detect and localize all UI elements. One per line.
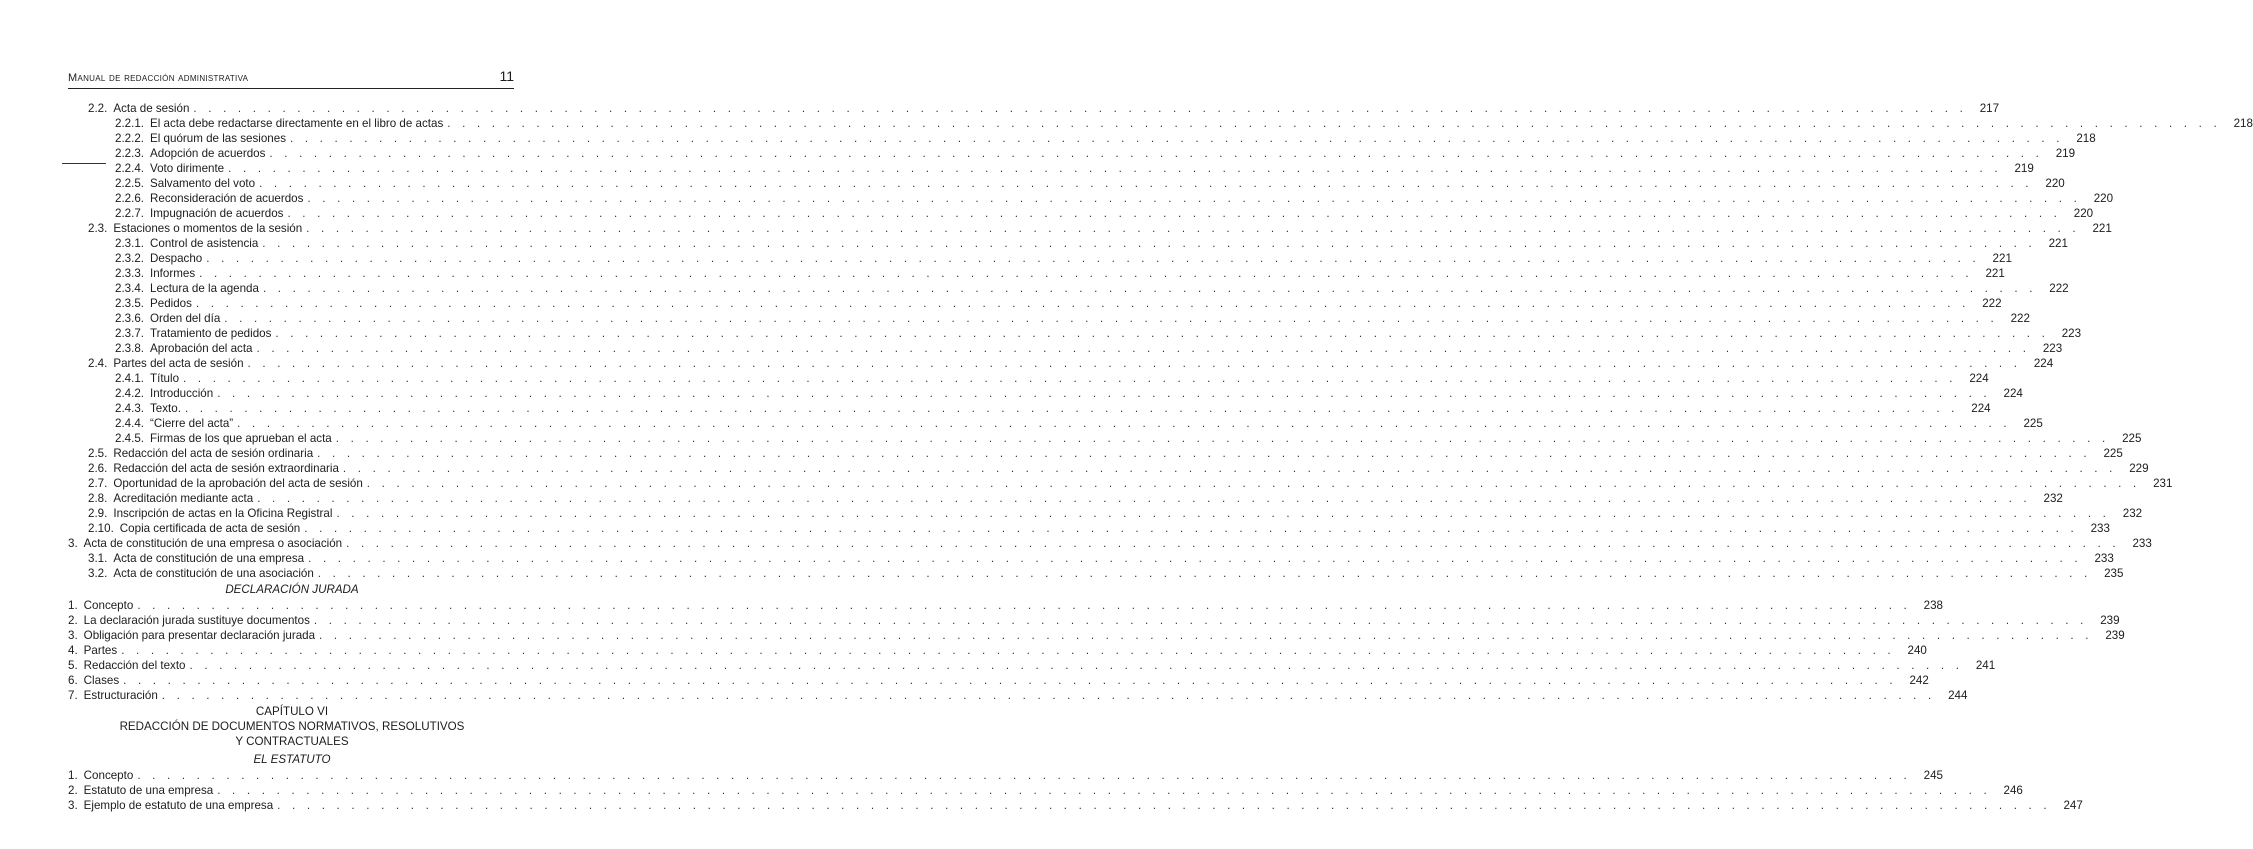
toc-entry-title: Acta de constitución de una empresa	[113, 552, 305, 565]
toc-entry-number: 1.	[68, 599, 78, 612]
toc-entry-number: 3.	[68, 629, 78, 642]
toc-entry	[68, 688, 1968, 703]
dot-leader: . . . . . . . . . . . . . . . . . . . . . . . . . . . . . . . . . . . . . . . . . . . . . . . . . . . . . . . . . . . . . . . . . . . . . . . . . . . . . . . . . . . . . . . . . . . . . . . . . . . . . . . . . . . . . . . . . . . . . . . .	[247, 357, 2022, 370]
toc-entry	[115, 326, 2082, 341]
toc-entry-number: 3.2.	[88, 567, 108, 580]
toc-entry	[115, 281, 2069, 296]
toc-entry-page: 238	[1923, 599, 1943, 612]
toc-entry	[115, 371, 1989, 386]
dot-leader: . . . . . . . . . . . . . . . . . . . . . . . . . . . . . . . . . . . . . . . . . . . . . . . . . . . . . . . . . . . . . . . . . . . . . . . . . . . . . . . . . . . . . . . . . . . . . . . . . . . . . . . . . . . . . . . . . . . . . . . .	[206, 252, 1980, 265]
toc-entry	[88, 491, 2063, 506]
toc-entry-title: Despacho	[150, 252, 203, 265]
dot-leader: . . . . . . . . . . . . . . . . . . . . . . . . . . . . . . . . . . . . . . . . . . . . . . . . . . . . . . . . . . . . . . . . . . . . . . . . . . . . . . . . . . . . . . . . . . . . . . . . . . . . . . . . . . . . . . . . . . . . . . . .	[335, 432, 2110, 445]
toc-entry-number: 2.2.3.	[115, 147, 145, 160]
toc-entry-number: 2.4.4.	[115, 417, 145, 430]
toc-entry-page: 224	[1969, 372, 1989, 385]
toc-entry-number: 2.2.6.	[115, 192, 145, 205]
toc-entry-number: 2.2.5.	[115, 177, 145, 190]
dot-leader: . . . . . . . . . . . . . . . . . . . . . . . . . . . . . . . . . . . . . . . . . . . . . . . . . . . . . . . . . . . . . . . . . . . . . . . . . . . . . . . . . . . . . . . . . . . . . . . . . . . . . . . . . . . . . . . . . . . . . . . .	[269, 147, 2044, 160]
dot-leader: . . . . . . . . . . . . . . . . . . . . . . . . . . . . . . . . . . . . . . . . . . . . . . . . . . . . . . . . . . . . . . . . . . . . . . . . . . . . . . . . . . . . . . . . . . . . . . . . . . . . . . . . . . . . . . . . . . . . . . . .	[275, 327, 2050, 340]
dot-leader: . . . . . . . . . . . . . . . . . . . . . . . . . . . . . . . . . . . . . . . . . . . . . . . . . . . . . . . . . . . . . . . . . . . . . . . . . . . . . . . . . . . . . . . . . . . . . . . . . . . . . . . . . . . . . . . . . . . . . . . .	[342, 462, 2117, 475]
dot-leader: . . . . . . . . . . . . . . . . . . . . . . . . . . . . . . . . . . . . . . . . . . . . . . . . . . . . . . . . . . . . . . . . . . . . . . . . . . . . . . . . . . . . . . . . . . . . . . . . . . . . . . . . . . . . . . . . . . . . . . . .	[137, 769, 1911, 782]
toc-entry-page: 223	[2061, 327, 2082, 340]
toc-entry-number: 2.4.3.	[115, 402, 145, 415]
section-heading: REDACCIÓN DE DOCUMENTOS NORMATIVOS, RESOLUTIVOS	[119, 720, 465, 733]
toc-entry-page: 221	[2048, 237, 2068, 250]
toc-entry	[68, 643, 1927, 658]
toc-entry-title: Acta de constitución de una asociación	[113, 567, 314, 580]
toc-entry-number: 2.	[68, 784, 78, 797]
toc-entry-page: 242	[1909, 674, 1929, 687]
toc-entry-number: 2.3.1.	[115, 237, 145, 250]
toc-entry-title: Voto dirimente	[150, 162, 225, 175]
toc-entry-number: 2.4.	[88, 357, 108, 370]
toc-entry-title: Pedidos	[150, 297, 192, 310]
toc-entry-number: 2.7.	[88, 477, 108, 490]
toc-entry-number: 2.8.	[88, 492, 108, 505]
dot-leader: . . . . . . . . . . . . . . . . . . . . . . . . . . . . . . . . . . . . . . . . . . . . . . . . . . . . . . . . . . . . . . . . . . . . . . . . . . . . . . . . . . . . . . . . . . . . . . . . . . . . . . . . . . . . . . . . . . . . . . . .	[184, 402, 1959, 415]
toc-entry-number: 2.9.	[88, 507, 108, 520]
toc-entry-title: Copia certificada de acta de sesión	[119, 522, 301, 535]
dot-leader: . . . . . . . . . . . . . . . . . . . . . . . . . . . . . . . . . . . . . . . . . . . . . . . . . . . . . . . . . . . . . . . . . . . . . . . . . . . . . . . . . . . . . . . . . . . . . . . . . . . . . . . . . . . . . . . . . . . . . . . .	[256, 342, 2031, 355]
section-heading: EL ESTATUTO	[253, 753, 331, 766]
toc-entry-page: 218	[2233, 117, 2253, 130]
toc-entry-page: 232	[2122, 507, 2143, 520]
toc-entry-number: 6.	[68, 674, 78, 687]
toc-entry-number: 4.	[68, 644, 78, 657]
toc-entry-title: Reconsideración de acuerdos	[150, 192, 304, 205]
dot-leader: . . . . . . . . . . . . . . . . . . . . . . . . . . . . . . . . . . . . . . . . . . . . . . . . . . . . . . . . . . . . . . . . . . . . . . . . . . . . . . . . . . . . . . . . . . . . . . . . . . . . . . . . . . . . . . . . . . . . . . . .	[336, 507, 2111, 520]
toc-entry-title: Obligación para presentar declaración jurada	[83, 629, 316, 642]
toc-entry	[115, 236, 2068, 251]
toc-entry-page: 224	[2033, 357, 2054, 370]
toc-entry-number: 2.3.8.	[115, 342, 145, 355]
toc-entry-title: Estaciones o momentos de la sesión	[113, 222, 303, 235]
toc-entry-page: 220	[2093, 192, 2114, 205]
toc-entry-page: 235	[2104, 567, 2124, 580]
toc-entry-page: 229	[2129, 462, 2149, 475]
toc-entry-page: 239	[2105, 629, 2125, 642]
toc-entry-number: 2.2.7.	[115, 207, 145, 220]
toc-entry-title: Partes	[83, 644, 118, 657]
toc-entry-title: Concepto	[83, 599, 134, 612]
section-heading: Y CONTRACTUALES	[235, 735, 349, 748]
toc-entry	[115, 176, 2065, 191]
toc-entry-title: Firmas de los que aprueban el acta	[150, 432, 332, 445]
dot-leader: . . . . . . . . . . . . . . . . . . . . . . . . . . . . . . . . . . . . . . . . . . . . . . . . . . . . . . . . . . . . . . . . . . . . . . . . . . . . . . . . . . . . . . . . . . . . . . . . . . . . . . . . . . . . . . . . . . . . . . . .	[224, 312, 1998, 325]
section-heading: DECLARACIÓN JURADA	[225, 583, 359, 596]
dot-leader: . . . . . . . . . . . . . . . . . . . . . . . . . . . . . . . . . . . . . . . . . . . . . . . . . . . . . . . . . . . . . . . . . . . . . . . . . . . . . . . . . . . . . . . . . . . . . . . . . . . . . . . . . . . . . . . . . . . . . . . .	[306, 222, 2080, 235]
running-title: Manual de redacción administrativa	[68, 72, 249, 84]
dot-leader: . . . . . . . . . . . . . . . . . . . . . . . . . . . . . . . . . . . . . . . . . . . . . . . . . . . . . . . . . . . . . . . . . . . . . . . . . . . . . . . . . . . . . . . . . . . . . . . . . . . . . . . . . . . . . . . . . . . . . . . .	[287, 207, 2062, 220]
toc-entry-title: Adopción de acuerdos	[150, 147, 266, 160]
toc-entry-page: 218	[2076, 132, 2096, 145]
dot-leader: . . . . . . . . . . . . . . . . . . . . . . . . . . . . . . . . . . . . . . . . . . . . . . . . . . . . . . . . . . . . . . . . . . . . . . . . . . . . . . . . . . . . . . . . . . . . . . . . . . . . . . . . . . . . . . . . . . . . . . . .	[346, 537, 2120, 550]
toc-entry-page: 246	[2003, 784, 2023, 797]
toc-entry-title: Partes del acta de sesión	[113, 357, 244, 370]
toc-entry-title: Informes	[150, 267, 196, 280]
toc-entry-page: 247	[2063, 799, 2083, 812]
dot-leader: . . . . . . . . . . . . . . . . . . . . . . . . . . . . . . . . . . . . . . . . . . . . . . . . . . . . . . . . . . . . . . . . . . . . . . . . . . . . . . . . . . . . . . . . . . . . . . . . . . . . . . . . . . . . . . . . . . . . . . . .	[277, 799, 2051, 812]
toc-entry-title: Concepto	[83, 769, 134, 782]
toc-entry-page: 233	[2132, 537, 2152, 550]
toc-entry-page: 222	[1982, 297, 2002, 310]
toc-entry-number: 2.5.	[88, 447, 108, 460]
toc-entry-title: “Cierre del acta”	[150, 417, 234, 430]
toc-entry-number: 2.3.7.	[115, 327, 145, 340]
dot-leader: . . . . . . . . . . . . . . . . . . . . . . . . . . . . . . . . . . . . . . . . . . . . . . . . . . . . . . . . . . . . . . . . . . . . . . . . . . . . . . . . . . . . . . . . . . . . . . . . . . . . . . . . . . . . . . . . . . . . . . . .	[262, 237, 2036, 250]
toc-entry-page: 224	[2003, 387, 2023, 400]
dot-leader: . . . . . . . . . . . . . . . . . . . . . . . . . . . . . . . . . . . . . . . . . . . . . . . . . . . . . . . . . . . . . . . . . . . . . . . . . . . . . . . . . . . . . . . . . . . . . . . . . . . . . . . . . . . . . . . . . . . . . . . .	[307, 192, 2082, 205]
dot-leader: . . . . . . . . . . . . . . . . . . . . . . . . . . . . . . . . . . . . . . . . . . . . . . . . . . . . . . . . . . . . . . . . . . . . . . . . . . . . . . . . . . . . . . . . . . . . . . . . . . . . . . . . . . . . . . . . . . . . . . . .	[217, 784, 1991, 797]
dot-leader: . . . . . . . . . . . . . . . . . . . . . . . . . . . . . . . . . . . . . . . . . . . . . . . . . . . . . . . . . . . . . . . . . . . . . . . . . . . . . . . . . . . . . . . . . . . . . . . . . . . . . . . . . . . . . . . . . . . . . . . .	[257, 492, 2031, 505]
toc-entry-title: Redacción del acta de sesión extraordinaria	[113, 462, 339, 475]
toc-entry-number: 2.	[68, 614, 78, 627]
dot-leader: . . . . . . . . . . . . . . . . . . . . . . . . . . . . . . . . . . . . . . . . . . . . . . . . . . . . . . . . . . . . . . . . . . . . . . . . . . . . . . . . . . . . . . . . . . . . . . . . . . . . . . . . . . . . . . . . . . . . . . . .	[199, 267, 1973, 280]
dot-leader: . . . . . . . . . . . . . . . . . . . . . . . . . . . . . . . . . . . . . . . . . . . . . . . . . . . . . . . . . . . . . . . . . . . . . . . . . . . . . . . . . . . . . . . . . . . . . . . . . . . . . . . . . . . . . . . . . . . . . . . .	[317, 447, 2091, 460]
toc-entry	[115, 206, 2094, 221]
toc-entry-number: 2.6.	[88, 462, 108, 475]
page-header	[68, 68, 514, 89]
toc-entry-title: El acta debe redactarse directamente en el libro de actas	[150, 117, 444, 130]
dot-leader: . . . . . . . . . . . . . . . . . . . . . . . . . . . . . . . . . . . . . . . . . . . . . . . . . . . . . . . . . . . . . . . . . . . . . . . . . . . . . . . . . . . . . . . . . . . . . . . . . . . . . . . . . . . . . . . . . . . . . . . .	[262, 282, 2037, 295]
toc-entry-page: 217	[1979, 102, 2000, 115]
toc-entry	[115, 296, 2002, 311]
toc-entry-number: 3.	[68, 799, 78, 812]
toc-entry	[115, 131, 2096, 146]
toc-entry	[88, 476, 2173, 491]
toc-entry-number: 3.1.	[88, 552, 108, 565]
toc-entry-page: 220	[2045, 177, 2065, 190]
toc-entry-title: Acta de constitución de una empresa o asociación	[83, 537, 343, 550]
toc-entry-number: 2.3.3.	[115, 267, 145, 280]
toc-entry	[115, 251, 2012, 266]
toc-entry-title: Oportunidad de la aprobación del acta de sesión	[113, 477, 363, 490]
toc-entry-title: Acreditación mediante acta	[113, 492, 254, 505]
toc-entry-number: 2.2.	[88, 102, 108, 115]
section-heading: CAPÍTULO VI	[255, 705, 329, 718]
toc-entry	[68, 598, 1943, 613]
toc-entry-number: 2.3.6.	[115, 312, 145, 325]
toc-entry-page: 221	[1992, 252, 2012, 265]
toc-entry	[88, 221, 2112, 236]
dot-leader: . . . . . . . . . . . . . . . . . . . . . . . . . . . . . . . . . . . . . . . . . . . . . . . . . . . . . . . . . . . . . . . . . . . . . . . . . . . . . . . . . . . . . . . . . . . . . . . . . . . . . . . . . . . . . . . . . . . . . . . .	[237, 417, 2011, 430]
toc-entry	[68, 768, 1943, 783]
toc-entry-title: Salvamento del voto	[150, 177, 256, 190]
toc-entry	[115, 431, 2142, 446]
dot-leader: . . . . . . . . . . . . . . . . . . . . . . . . . . . . . . . . . . . . . . . . . . . . . . . . . . . . . . . . . . . . . . . . . . . . . . . . . . . . . . . . . . . . . . . . . . . . . . . . . . . . . . . . . . . . . . . . . . . . . . . .	[228, 162, 2002, 175]
toc-entry-title: Estatuto de una empresa	[83, 784, 214, 797]
toc-entry-number: 2.2.1.	[115, 117, 145, 130]
toc-entry-title: Tratamiento de pedidos	[150, 327, 272, 340]
toc-entry-number: 5.	[68, 659, 78, 672]
toc-entry-number: 1.	[68, 769, 78, 782]
toc-entry	[115, 191, 2114, 206]
toc-entry	[68, 628, 2125, 643]
dot-leader: . . . . . . . . . . . . . . . . . . . . . . . . . . . . . . . . . . . . . . . . . . . . . . . . . . . . . . . . . . . . . . . . . . . . . . . . . . . . . . . . . . . . . . . . . . . . . . . . . . . . . . . . . . . . . . . . . . . . . . . .	[366, 477, 2141, 490]
toc-entry-number: 2.4.1.	[115, 372, 145, 385]
toc-entry-number: 2.3.	[88, 222, 108, 235]
toc-entry	[88, 461, 2149, 476]
toc-entry-title: Redacción del texto	[83, 659, 186, 672]
dot-leader: . . . . . . . . . . . . . . . . . . . . . . . . . . . . . . . . . . . . . . . . . . . . . . . . . . . . . . . . . . . . . . . . . . . . . . . . . . . . . . . . . . . . . . . . . . . . . . . . . . . . . . . . . . . . . . . . . . . . . . . .	[290, 132, 2064, 145]
dot-leader: . . . . . . . . . . . . . . . . . . . . . . . . . . . . . . . . . . . . . . . . . . . . . . . . . . . . . . . . . . . . . . . . . . . . . . . . . . . . . . . . . . . . . . . . . . . . . . . . . . . . . . . . . . . . . . . . . . . . . . . .	[447, 117, 2221, 130]
toc-entry-page: 239	[2100, 614, 2120, 627]
toc-entry	[115, 146, 2076, 161]
toc-entry-page: 245	[1923, 769, 1943, 782]
toc-entry-page: 231	[2153, 477, 2173, 490]
toc-entry-title: Aprobación del acta	[150, 342, 253, 355]
toc-entry-title: Inscripción de actas en la Oficina Registral	[113, 507, 333, 520]
dot-leader: . . . . . . . . . . . . . . . . . . . . . . . . . . . . . . . . . . . . . . . . . . . . . . . . . . . . . . . . . . . . . . . . . . . . . . . . . . . . . . . . . . . . . . . . . . . . . . . . . . . . . . . . . . . . . . . . . . . . . . . .	[123, 674, 1897, 687]
toc-entry	[68, 613, 2120, 628]
toc-entry-title: La declaración jurada sustituye documentos	[83, 614, 310, 627]
toc-entry	[88, 566, 2124, 581]
toc-entry	[115, 341, 2063, 356]
toc-entry-page: 219	[2014, 162, 2034, 175]
toc-entry-number: 3.	[68, 537, 78, 550]
toc-entry-title: Ejemplo de estatuto de una empresa	[83, 799, 274, 812]
toc-entry-page: 241	[1975, 659, 1996, 672]
toc-entry-number: 2.3.4.	[115, 282, 145, 295]
toc-entry-number: 2.3.5.	[115, 297, 145, 310]
page-number: 11	[499, 68, 514, 84]
dot-leader: . . . . . . . . . . . . . . . . . . . . . . . . . . . . . . . . . . . . . . . . . . . . . . . . . . . . . . . . . . . . . . . . . . . . . . . . . . . . . . . . . . . . . . . . . . . . . . . . . . . . . . . . . . . . . . . . . . . . . . . .	[161, 689, 1936, 702]
dot-leader: . . . . . . . . . . . . . . . . . . . . . . . . . . . . . . . . . . . . . . . . . . . . . . . . . . . . . . . . . . . . . . . . . . . . . . . . . . . . . . . . . . . . . . . . . . . . . . . . . . . . . . . . . . . . . . . . . . . . . . . .	[259, 177, 2033, 190]
toc-entry	[115, 116, 2253, 131]
toc-entry	[68, 783, 2023, 798]
toc-entry	[115, 401, 1991, 416]
toc-entry-page: 221	[1985, 267, 2005, 280]
toc-entry-page: 225	[2122, 432, 2142, 445]
toc-entry	[88, 506, 2143, 521]
toc-entry-page: 221	[2092, 222, 2112, 235]
dot-leader: . . . . . . . . . . . . . . . . . . . . . . . . . . . . . . . . . . . . . . . . . . . . . . . . . . . . . . . . . . . . . . . . . . . . . . . . . . . . . . . . . . . . . . . . . . . . . . . . . . . . . . . . . . . . . . . . . . . . . . . .	[193, 102, 1968, 115]
toc-entry	[115, 311, 2030, 326]
dot-leader: . . . . . . . . . . . . . . . . . . . . . . . . . . . . . . . . . . . . . . . . . . . . . . . . . . . . . . . . . . . . . . . . . . . . . . . . . . . . . . . . . . . . . . . . . . . . . . . . . . . . . . . . . . . . . . . . . . . . . . . .	[121, 644, 1895, 657]
dot-leader: . . . . . . . . . . . . . . . . . . . . . . . . . . . . . . . . . . . . . . . . . . . . . . . . . . . . . . . . . . . . . . . . . . . . . . . . . . . . . . . . . . . . . . . . . . . . . . . . . . . . . . . . . . . . . . . . . . . . . . . .	[137, 599, 1911, 612]
dot-leader: . . . . . . . . . . . . . . . . . . . . . . . . . . . . . . . . . . . . . . . . . . . . . . . . . . . . . . . . . . . . . . . . . . . . . . . . . . . . . . . . . . . . . . . . . . . . . . . . . . . . . . . . . . . . . . . . . . . . . . . .	[183, 372, 1957, 385]
toc-entry-page: 220	[2073, 207, 2094, 220]
toc-entry-page: 222	[2010, 312, 2030, 325]
toc-entry	[115, 386, 2023, 401]
toc-entry-page: 223	[2042, 342, 2063, 355]
toc-entry-title: Título	[150, 372, 180, 385]
toc-entry-title: Clases	[83, 674, 120, 687]
toc-entry-title: Control de asistencia	[150, 237, 259, 250]
toc-entry	[115, 416, 2043, 431]
toc-entry	[115, 161, 2034, 176]
toc-entry-title: Introducción	[150, 387, 214, 400]
toc-entry-page: 233	[2094, 552, 2114, 565]
toc-entry-number: 2.2.2.	[115, 132, 145, 145]
toc-entry-number: 2.10.	[88, 522, 114, 535]
dot-leader: . . . . . . . . . . . . . . . . . . . . . . . . . . . . . . . . . . . . . . . . . . . . . . . . . . . . . . . . . . . . . . . . . . . . . . . . . . . . . . . . . . . . . . . . . . . . . . . . . . . . . . . . . . . . . . . . . . . . . . . .	[189, 659, 1964, 672]
dot-leader: . . . . . . . . . . . . . . . . . . . . . . . . . . . . . . . . . . . . . . . . . . . . . . . . . . . . . . . . . . . . . . . . . . . . . . . . . . . . . . . . . . . . . . . . . . . . . . . . . . . . . . . . . . . . . . . . . . . . . . . .	[308, 552, 2082, 565]
toc-entry-title: Orden del día	[150, 312, 221, 325]
dot-leader: . . . . . . . . . . . . . . . . . . . . . . . . . . . . . . . . . . . . . . . . . . . . . . . . . . . . . . . . . . . . . . . . . . . . . . . . . . . . . . . . . . . . . . . . . . . . . . . . . . . . . . . . . . . . . . . . . . . . . . . .	[217, 387, 1991, 400]
toc-entry-page: 219	[2055, 147, 2076, 160]
toc-entry-title: El quórum de las sesiones	[150, 132, 286, 145]
margin-pen-mark	[62, 163, 106, 164]
toc-entry-page: 232	[2043, 492, 2063, 505]
toc-entry	[88, 521, 2110, 536]
toc-entry-title: Redacción del acta de sesión ordinaria	[113, 447, 314, 460]
toc-entry-title: Texto.	[150, 402, 181, 415]
toc-entry	[68, 536, 2152, 551]
dot-leader: . . . . . . . . . . . . . . . . . . . . . . . . . . . . . . . . . . . . . . . . . . . . . . . . . . . . . . . . . . . . . . . . . . . . . . . . . . . . . . . . . . . . . . . . . . . . . . . . . . . . . . . . . . . . . . . . . . . . . . . .	[319, 629, 2093, 642]
toc-entry-page: 244	[1948, 689, 1968, 702]
toc-entry-page: 240	[1907, 644, 1927, 657]
toc-entry-title: Acta de sesión	[113, 102, 190, 115]
toc-entry-title: Estructuración	[83, 689, 158, 702]
toc-entry-page: 225	[2103, 447, 2123, 460]
toc-entry-page: 225	[2023, 417, 2043, 430]
toc-entry-number: 2.4.2.	[115, 387, 145, 400]
toc-entry	[88, 101, 2000, 116]
dot-leader: . . . . . . . . . . . . . . . . . . . . . . . . . . . . . . . . . . . . . . . . . . . . . . . . . . . . . . . . . . . . . . . . . . . . . . . . . . . . . . . . . . . . . . . . . . . . . . . . . . . . . . . . . . . . . . . . . . . . . . . .	[317, 567, 2092, 580]
toc-entry-page: 222	[2049, 282, 2069, 295]
dot-leader: . . . . . . . . . . . . . . . . . . . . . . . . . . . . . . . . . . . . . . . . . . . . . . . . . . . . . . . . . . . . . . . . . . . . . . . . . . . . . . . . . . . . . . . . . . . . . . . . . . . . . . . . . . . . . . . . . . . . . . . .	[313, 614, 2088, 627]
toc-entry-page: 224	[1971, 402, 1991, 415]
dot-leader: . . . . . . . . . . . . . . . . . . . . . . . . . . . . . . . . . . . . . . . . . . . . . . . . . . . . . . . . . . . . . . . . . . . . . . . . . . . . . . . . . . . . . . . . . . . . . . . . . . . . . . . . . . . . . . . . . . . . . . . .	[304, 522, 2078, 535]
toc-entry-title: Impugnación de acuerdos	[150, 207, 284, 220]
toc-entry	[68, 798, 2083, 813]
toc-entry	[115, 266, 2005, 281]
toc-entry-number: 7.	[68, 689, 78, 702]
toc-entry-page: 233	[2090, 522, 2110, 535]
toc-entry	[88, 446, 2123, 461]
toc-entry-title: Lectura de la agenda	[150, 282, 259, 295]
toc-entry-number: 2.3.2.	[115, 252, 145, 265]
toc-entry	[68, 673, 1929, 688]
toc-entry	[88, 551, 2114, 566]
toc-entry	[68, 658, 1996, 673]
toc-entry	[88, 356, 2054, 371]
dot-leader: . . . . . . . . . . . . . . . . . . . . . . . . . . . . . . . . . . . . . . . . . . . . . . . . . . . . . . . . . . . . . . . . . . . . . . . . . . . . . . . . . . . . . . . . . . . . . . . . . . . . . . . . . . . . . . . . . . . . . . . .	[195, 297, 1970, 310]
toc-entry-number: 2.2.4.	[115, 162, 145, 175]
toc-entry-number: 2.4.5.	[115, 432, 145, 445]
